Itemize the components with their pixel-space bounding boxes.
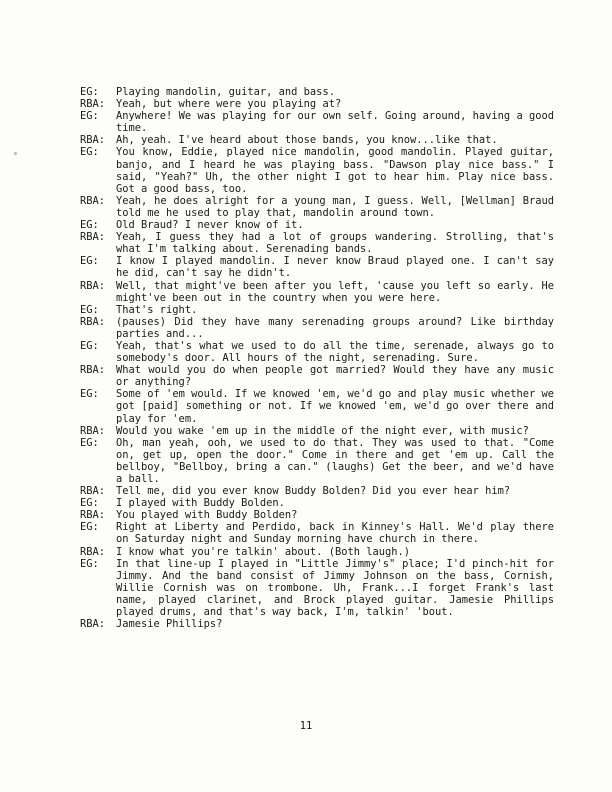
transcript-line — [80, 304, 554, 316]
speaker-label: RBA: — [80, 231, 106, 244]
utterance-text: Yeah, that's what we used to do all the time, serenade, always go to somebody's door. All hours of the night, serenading. Sure. — [116, 339, 554, 365]
utterance-text: Yeah, he does alright for a young man, I guess. Well, [Wellman] Braud told me he used to play that, mandolin around town. — [116, 194, 554, 219]
speaker-label: EG: — [80, 110, 99, 123]
speaker-label: EG: — [80, 436, 99, 449]
utterance-text: You played with Buddy Bolden? — [116, 509, 298, 522]
scan-speck — [14, 152, 17, 155]
transcript-line — [80, 316, 554, 340]
speaker-label: RBA: — [80, 364, 106, 377]
utterance-text: What would you do when people got married? Would they have any music or anything? — [116, 364, 554, 389]
speaker-label: RBA: — [80, 194, 106, 207]
transcript-line — [80, 546, 554, 558]
utterance-text: Some of 'em would. If we knowed 'em, we'd go and play music whether we got [paid] something or not. If we knowed 'em, we'd go over there and play for 'em. — [116, 388, 554, 425]
transcript-line — [80, 388, 554, 424]
speaker-label: RBA: — [80, 485, 106, 498]
speaker-label: EG: — [80, 557, 99, 570]
speaker-label: EG: — [80, 521, 99, 534]
transcript-line — [80, 437, 554, 485]
utterance-text: Old Braud? I never know of it. — [116, 219, 304, 232]
speaker-label: EG: — [80, 86, 99, 98]
utterance-text: Yeah, but where were you playing at? — [116, 98, 342, 111]
speaker-label: RBA: — [80, 98, 106, 111]
utterance-text: Would you wake 'em up in the middle of the night ever, with music? — [116, 424, 529, 437]
speaker-label: RBA: — [80, 279, 106, 292]
utterance-text: Jamesie Phillips? — [116, 618, 223, 631]
speaker-label: RBA: — [80, 545, 106, 558]
speaker-label: EG: — [80, 497, 99, 510]
speaker-label: RBA: — [80, 134, 106, 147]
transcript-line — [80, 255, 554, 279]
speaker-label: EG: — [80, 339, 99, 352]
transcript-line — [80, 618, 554, 630]
transcript-line — [80, 146, 554, 194]
transcript-line — [80, 110, 554, 134]
transcript-line — [80, 425, 554, 437]
speaker-label: EG: — [80, 146, 99, 159]
transcript-line — [80, 219, 554, 231]
utterance-text: Tell me, did you ever know Buddy Bolden? Did you ever hear him? — [116, 485, 511, 498]
transcript-line — [80, 134, 554, 146]
utterance-text: You know, Eddie, played nice mandolin, good mandolin. Played guitar, banjo, and I heard he was playing bass. "Dawson play nice bass." I said, "Yeah?" Uh, the other night I got to hear him. Play nice bass. Got a good bass, too. — [116, 146, 554, 195]
page-number: 11 — [299, 720, 313, 732]
transcript-line — [80, 521, 554, 545]
speaker-label: RBA: — [80, 509, 106, 522]
utterance-text: Well, that might've been after you left, 'cause you left so early. He might've been out in the country when you were here. — [116, 279, 554, 304]
speaker-label: EG: — [80, 388, 99, 401]
utterance-text: I know I played mandolin. I never know Braud played one. I can't say he did, can't say he didn't. — [116, 255, 554, 280]
speaker-label: RBA: — [80, 618, 106, 631]
transcript-line — [80, 509, 554, 521]
utterance-text: Yeah, I guess they had a lot of groups wandering. Strolling, that's what I'm talking about. Serenading bands. — [116, 231, 554, 256]
transcript-line — [80, 497, 554, 509]
utterance-text: That's right. — [116, 303, 198, 316]
speaker-label: EG: — [80, 219, 99, 232]
transcript-line — [80, 195, 554, 219]
utterance-text: I know what you're talkin' about. (Both laugh.) — [116, 545, 411, 558]
utterance-text: Playing mandolin, guitar, and bass. — [116, 86, 335, 98]
transcript-line — [80, 280, 554, 304]
speaker-label: RBA: — [80, 424, 106, 437]
utterance-text: Ah, yeah. I've heard about those bands, you know...like that. — [116, 134, 498, 147]
utterance-text: I played with Buddy Bolden. — [116, 497, 285, 510]
transcript-line — [80, 231, 554, 255]
transcript-line — [80, 98, 554, 110]
utterance-text: Oh, man yeah, ooh, we used to do that. They was used to that. "Come on, get up, open the door." Come in there and get 'em up. Call the bellboy, "Bellboy, bring a can." (laughs) Get the beer, and we'd have a ball. — [116, 436, 554, 485]
transcript-line — [80, 86, 554, 98]
transcript-line — [80, 340, 554, 364]
utterance-text: Anywhere! We was playing for our own self. Going around, having a good time. — [116, 110, 554, 135]
transcript-line — [80, 364, 554, 388]
speaker-label: EG: — [80, 303, 99, 316]
transcript-line — [80, 485, 554, 497]
speaker-label: EG: — [80, 255, 99, 268]
utterance-text: (pauses) Did they have many serenading groups around? Like birthday parties and... — [116, 315, 554, 340]
speaker-label: RBA: — [80, 315, 106, 328]
interview-transcript — [80, 86, 554, 630]
utterance-text: In that line-up I played in "Little Jimmy's" place; I'd pinch-hit for Jimmy. And the band consist of Jimmy Johnson on the bass, Cornish, Willie Cornish was on trombone. Uh, Frank...I forget Frank's last name, played clarinet, and Brock played guitar. Jamesie Phillips played drums, and that's way back, I'm, talkin' 'bout. — [116, 557, 554, 619]
utterance-text: Right at Liberty and Perdido, back in Kinney's Hall. We'd play there on Saturday night and Sunday morning have church in there. — [116, 521, 554, 546]
transcript-line — [80, 558, 554, 618]
